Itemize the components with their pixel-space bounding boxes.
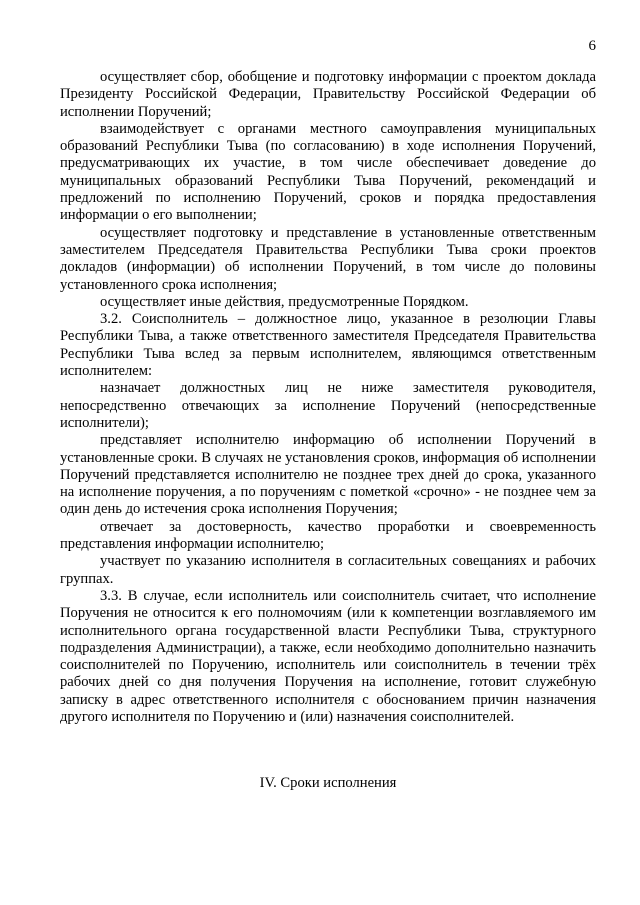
- section-heading: IV. Сроки исполнения: [259, 775, 397, 791]
- paragraph: 3.2. Соисполнитель – должностное лицо, указанное в резолюции Главы Республики Тыва, а также ответственного заместителя Председателя Правительства Республики Тыва вслед за первым исполнителем, являющимся ответственным исполнителем:: [60, 311, 596, 380]
- paragraph: 3.3. В случае, если исполнитель или соисполнитель считает, что исполнение Поручения не относится к его полномочиям (или к компетенции возглавляемого им исполнительного органа государственной власти Республики Тыва, структурного подразделения Администрации), а также, если необходимо дополнительно назначить соисполнителей по Поручению, исполнитель или соисполнитель в течении трёх рабочих дней со дня получения Поручения на исполнение, готовит служебную записку в адрес ответственного исполнителя с обоснованием причин назначения другого исполнителя по Поручению и (или) назначения соисполнителей.: [60, 587, 596, 725]
- paragraph: осуществляет сбор, обобщение и подготовку информации с проектом доклада Президенту Российской Федерации, Правительству Российской Федерации об исполнении Поручений;: [60, 69, 596, 120]
- document-body: [60, 69, 596, 726]
- paragraph: представляет исполнителю информацию об исполнении Поручений в установленные сроки. В случаях не установления сроков, информация об исполнении Поручений представляется исполнителю не позднее трех дней до срока, указанного на исполнение поручения, а по поручениям с пометкой «срочно» - не позднее чем за один день до истечения срока исполнения Поручения;: [60, 432, 596, 518]
- page-number: 6: [588, 38, 596, 54]
- paragraph: назначает должностных лиц не ниже заместителя руководителя, непосредственно отвечающих за исполнение Поручений (непосредственные исполнители);: [60, 380, 596, 431]
- paragraph: отвечает за достоверность, качество проработки и своевременность представления информации исполнителю;: [60, 518, 596, 553]
- paragraph: осуществляет подготовку и представление в установленные ответственным заместителем Председателя Правительства Республики Тыва сроки проектов докладов (информации) об исполнении Поручений, в том числе до половины установленного срока исполнения;: [60, 224, 596, 293]
- paragraph: участвует по указанию исполнителя в согласительных совещаниях и рабочих группах.: [60, 553, 596, 587]
- paragraph: осуществляет иные действия, предусмотренные Порядком.: [100, 293, 469, 310]
- paragraph: взаимодействует с органами местного самоуправления муниципальных образований Республики Тыва (по согласованию) в ходе исполнения Поручений, предусматривающих их участие, в том числе обеспечивает доведение до муниципальных образований Республики Тыва Поручений, рекомендаций и предложений по исполнению Поручений, сроков и порядка предоставления информации о его выполнении;: [60, 120, 596, 224]
